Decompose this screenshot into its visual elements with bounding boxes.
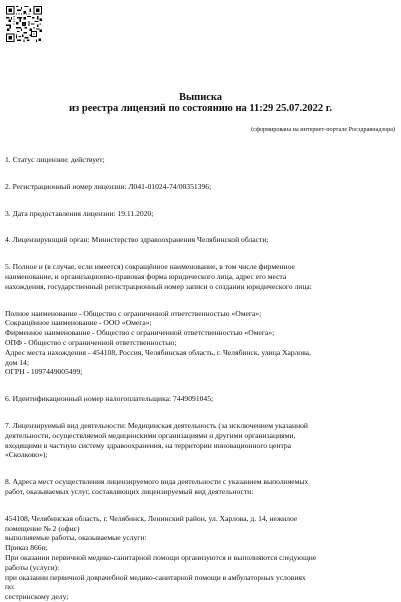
document-subtitle: из реестра лицензий по состоянию на 11:29 25.07.2022 г. xyxy=(68,103,333,114)
organization-name-heading: 5. Полное и (в случае, если имеется) сокращённое наименование, в том числе фирменное наименование, и организационно-правовая форма юридического лица, адрес его места нахождения, государственный регистрационный номер записи о создании юридического лица: xyxy=(5,262,312,291)
source-note: (сформирована на интернет-портале Росздравнадзора) xyxy=(251,126,395,133)
organization-name-details: Полное наименование - Общество с ограниченной ответственностью «Омега»; Сокращённое наименование - ООО «Омега»; Фирменное наименование - Общество с ограниченной ответственностью «Омега»; ОПФ - Общество с ограниченной ответственностью; Адрес места нахождения - 454108, Россия, Челябинская область, г. Челябинск, улица Харлова, дом 14; ОГРН - 1097449005499; xyxy=(5,308,311,377)
document-title: Выписка xyxy=(178,92,223,103)
license-status: 1. Статус лицензии: действует; xyxy=(5,155,105,164)
license-date: 3. Дата предоставления лицензии: 19.11.2020; xyxy=(5,208,154,218)
licensed-activity: 7. Лицензируемый вид деятельности: Медицинская деятельность (за исключением указанной деятельности, осуществляемой медицинскими организациями и другими организациями, входящими в частную систему здравоохранения, на территории инновационного центра «Сколково»); xyxy=(5,420,308,460)
qr-code xyxy=(6,6,42,42)
activity-address-details: 454108, Челябинская область, г. Челябинск, Ленинский район, ул. Харлова, д. 14, нежилое помещение № 2 (офис) выполняемые работы, оказываемые услуги: Приказ 866н; При оказании первичной медико-санитарной помощи организуются и выполняются следующие работы (услуги): при оказании первичной доврачебной медико-санитарной помощи в амбулаторных условиях по: сестринскому делу; xyxy=(5,513,317,602)
license-registration-number: 2. Регистрационный номер лицензии: Л041-01024-74/00351396; xyxy=(5,181,212,191)
licensing-authority: 4. Лицензирующий орган: Министерство здравоохранения Челябинской области; xyxy=(5,235,269,245)
activity-addresses-heading: 8. Адреса мест осуществления лицензируемого вида деятельности с указанием выполняемых работ, оказываемых услуг, составляющих лицензируемый вид деятельности: xyxy=(5,477,309,496)
taxpayer-id: 6. Идентификационный номер налогоплательщика: 7449091045; xyxy=(5,394,214,404)
document-body xyxy=(5,155,397,602)
